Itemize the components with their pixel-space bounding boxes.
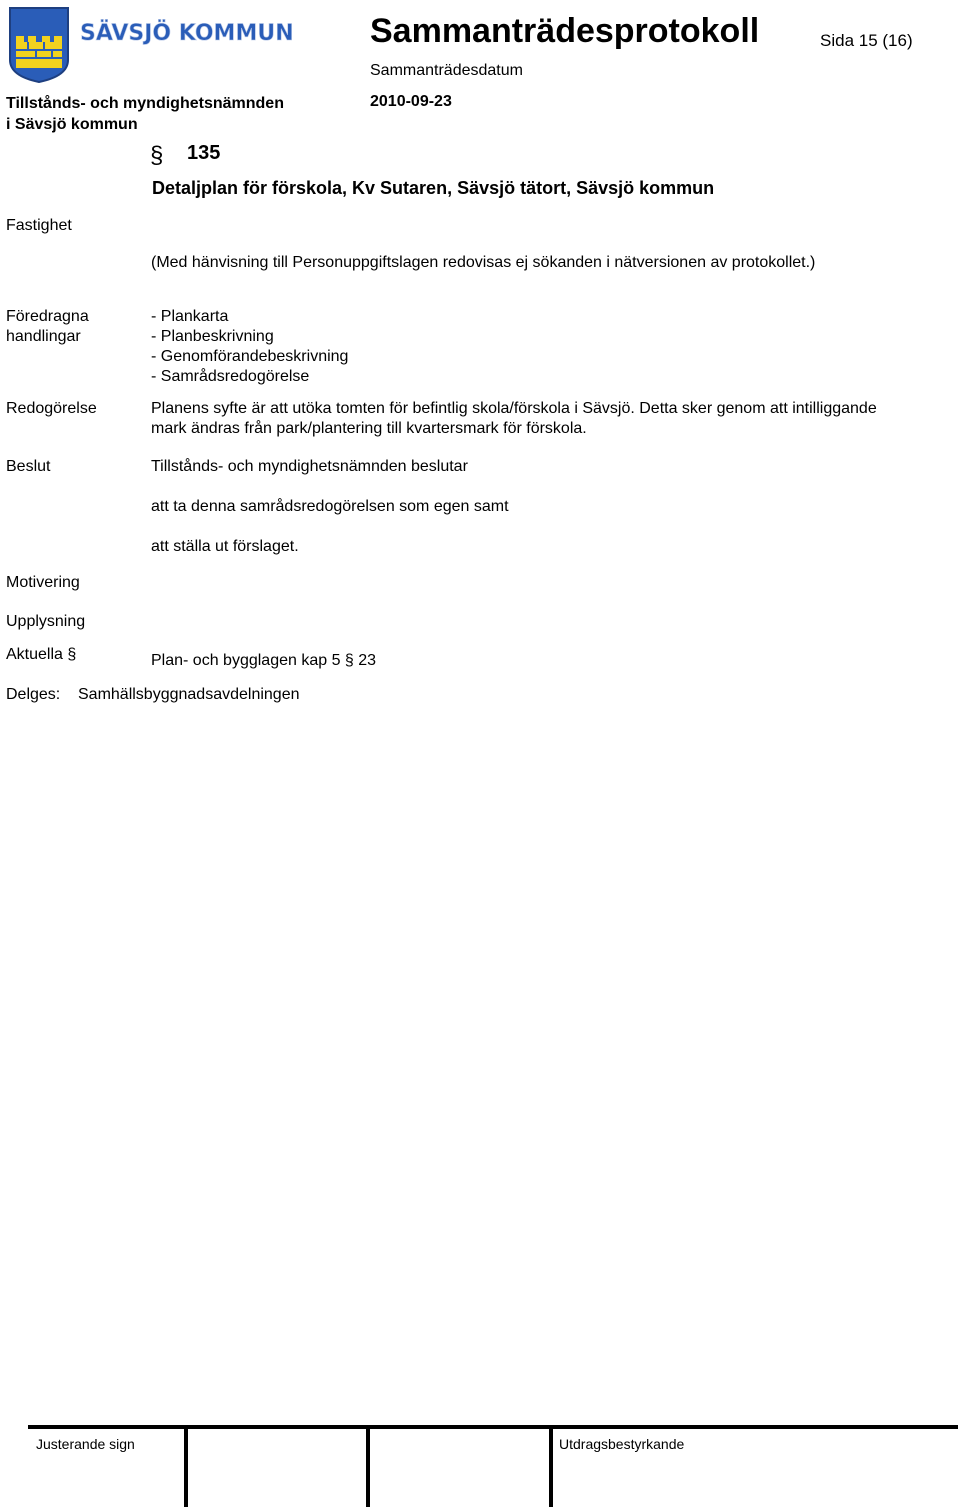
label-fastighet: Fastighet (6, 217, 72, 234)
list-item: - Planbeskrivning (151, 328, 274, 345)
beslut-intro: Tillstånds- och myndighetsnämnden beslutar (151, 458, 468, 475)
footer-justerande-sign: Justerande sign (36, 1436, 135, 1452)
meeting-date-label: Sammanträdesdatum (370, 62, 523, 79)
committee-name (6, 93, 284, 135)
aktuella-paragrafer-value: Plan- och bygglagen kap 5 § 23 (151, 652, 377, 669)
list-item: - Genomförandebeskrivning (151, 348, 349, 365)
logo-text: SÄVSJÖ KOMMUN (80, 21, 294, 46)
beslut-item-2: att ställa ut förslaget. (151, 538, 299, 555)
footer-utdragsbestyrkande: Utdragsbestyrkande (559, 1436, 685, 1452)
label-redogorelse: Redogörelse (6, 400, 97, 417)
paragraph-sign: § (150, 142, 164, 169)
meeting-date: 2010-09-23 (370, 93, 452, 110)
footer-divider (28, 1425, 958, 1429)
page-number: Sida 15 (16) (820, 31, 913, 50)
redogorelse-line1: Planens syfte är att utöka tomten för befintlig skola/förskola i Sävsjö. Detta sker genom att intilliggande (151, 400, 877, 417)
label-foredragna-handlingar (6, 307, 89, 347)
label-foredragna-line1: Föredragna (6, 308, 89, 325)
beslut-item-1: att ta denna samrådsredogörelsen som egen samt (151, 498, 509, 515)
footer-box-divider (184, 1427, 188, 1507)
document-title: Sammanträdesprotokoll (370, 12, 760, 50)
municipality-logo (8, 6, 308, 84)
pul-note: (Med hänvisning till Personuppgiftslagen redovisas ej sökanden i nätversionen av protokollet.) (151, 254, 816, 271)
label-motivering: Motivering (6, 574, 80, 591)
paragraph-number: 135 (187, 142, 221, 164)
paragraph-heading: Detaljplan för förskola, Kv Sutaren, Sävsjö tätort, Sävsjö kommun (152, 178, 715, 198)
redogorelse-line2: mark ändras från park/plantering till kvartersmark för förskola. (151, 420, 587, 437)
footer-box-divider (366, 1427, 370, 1507)
delges-value: Samhällsbyggnadsavdelningen (78, 686, 300, 703)
documents-list (151, 307, 348, 387)
committee-name-line1: Tillstånds- och myndighetsnämnden (6, 95, 284, 112)
committee-name-line2: i Sävsjö kommun (6, 116, 138, 133)
label-upplysning: Upplysning (6, 613, 86, 630)
label-aktuella-paragrafer: Aktuella § (6, 646, 77, 663)
footer-box-divider (549, 1427, 553, 1507)
list-item: - Plankarta (151, 308, 229, 325)
list-item: - Samrådsredogörelse (151, 368, 310, 385)
label-delges: Delges: (6, 686, 61, 703)
label-foredragna-line2: handlingar (6, 328, 81, 345)
label-beslut: Beslut (6, 458, 51, 475)
redogorelse-text (151, 399, 877, 439)
